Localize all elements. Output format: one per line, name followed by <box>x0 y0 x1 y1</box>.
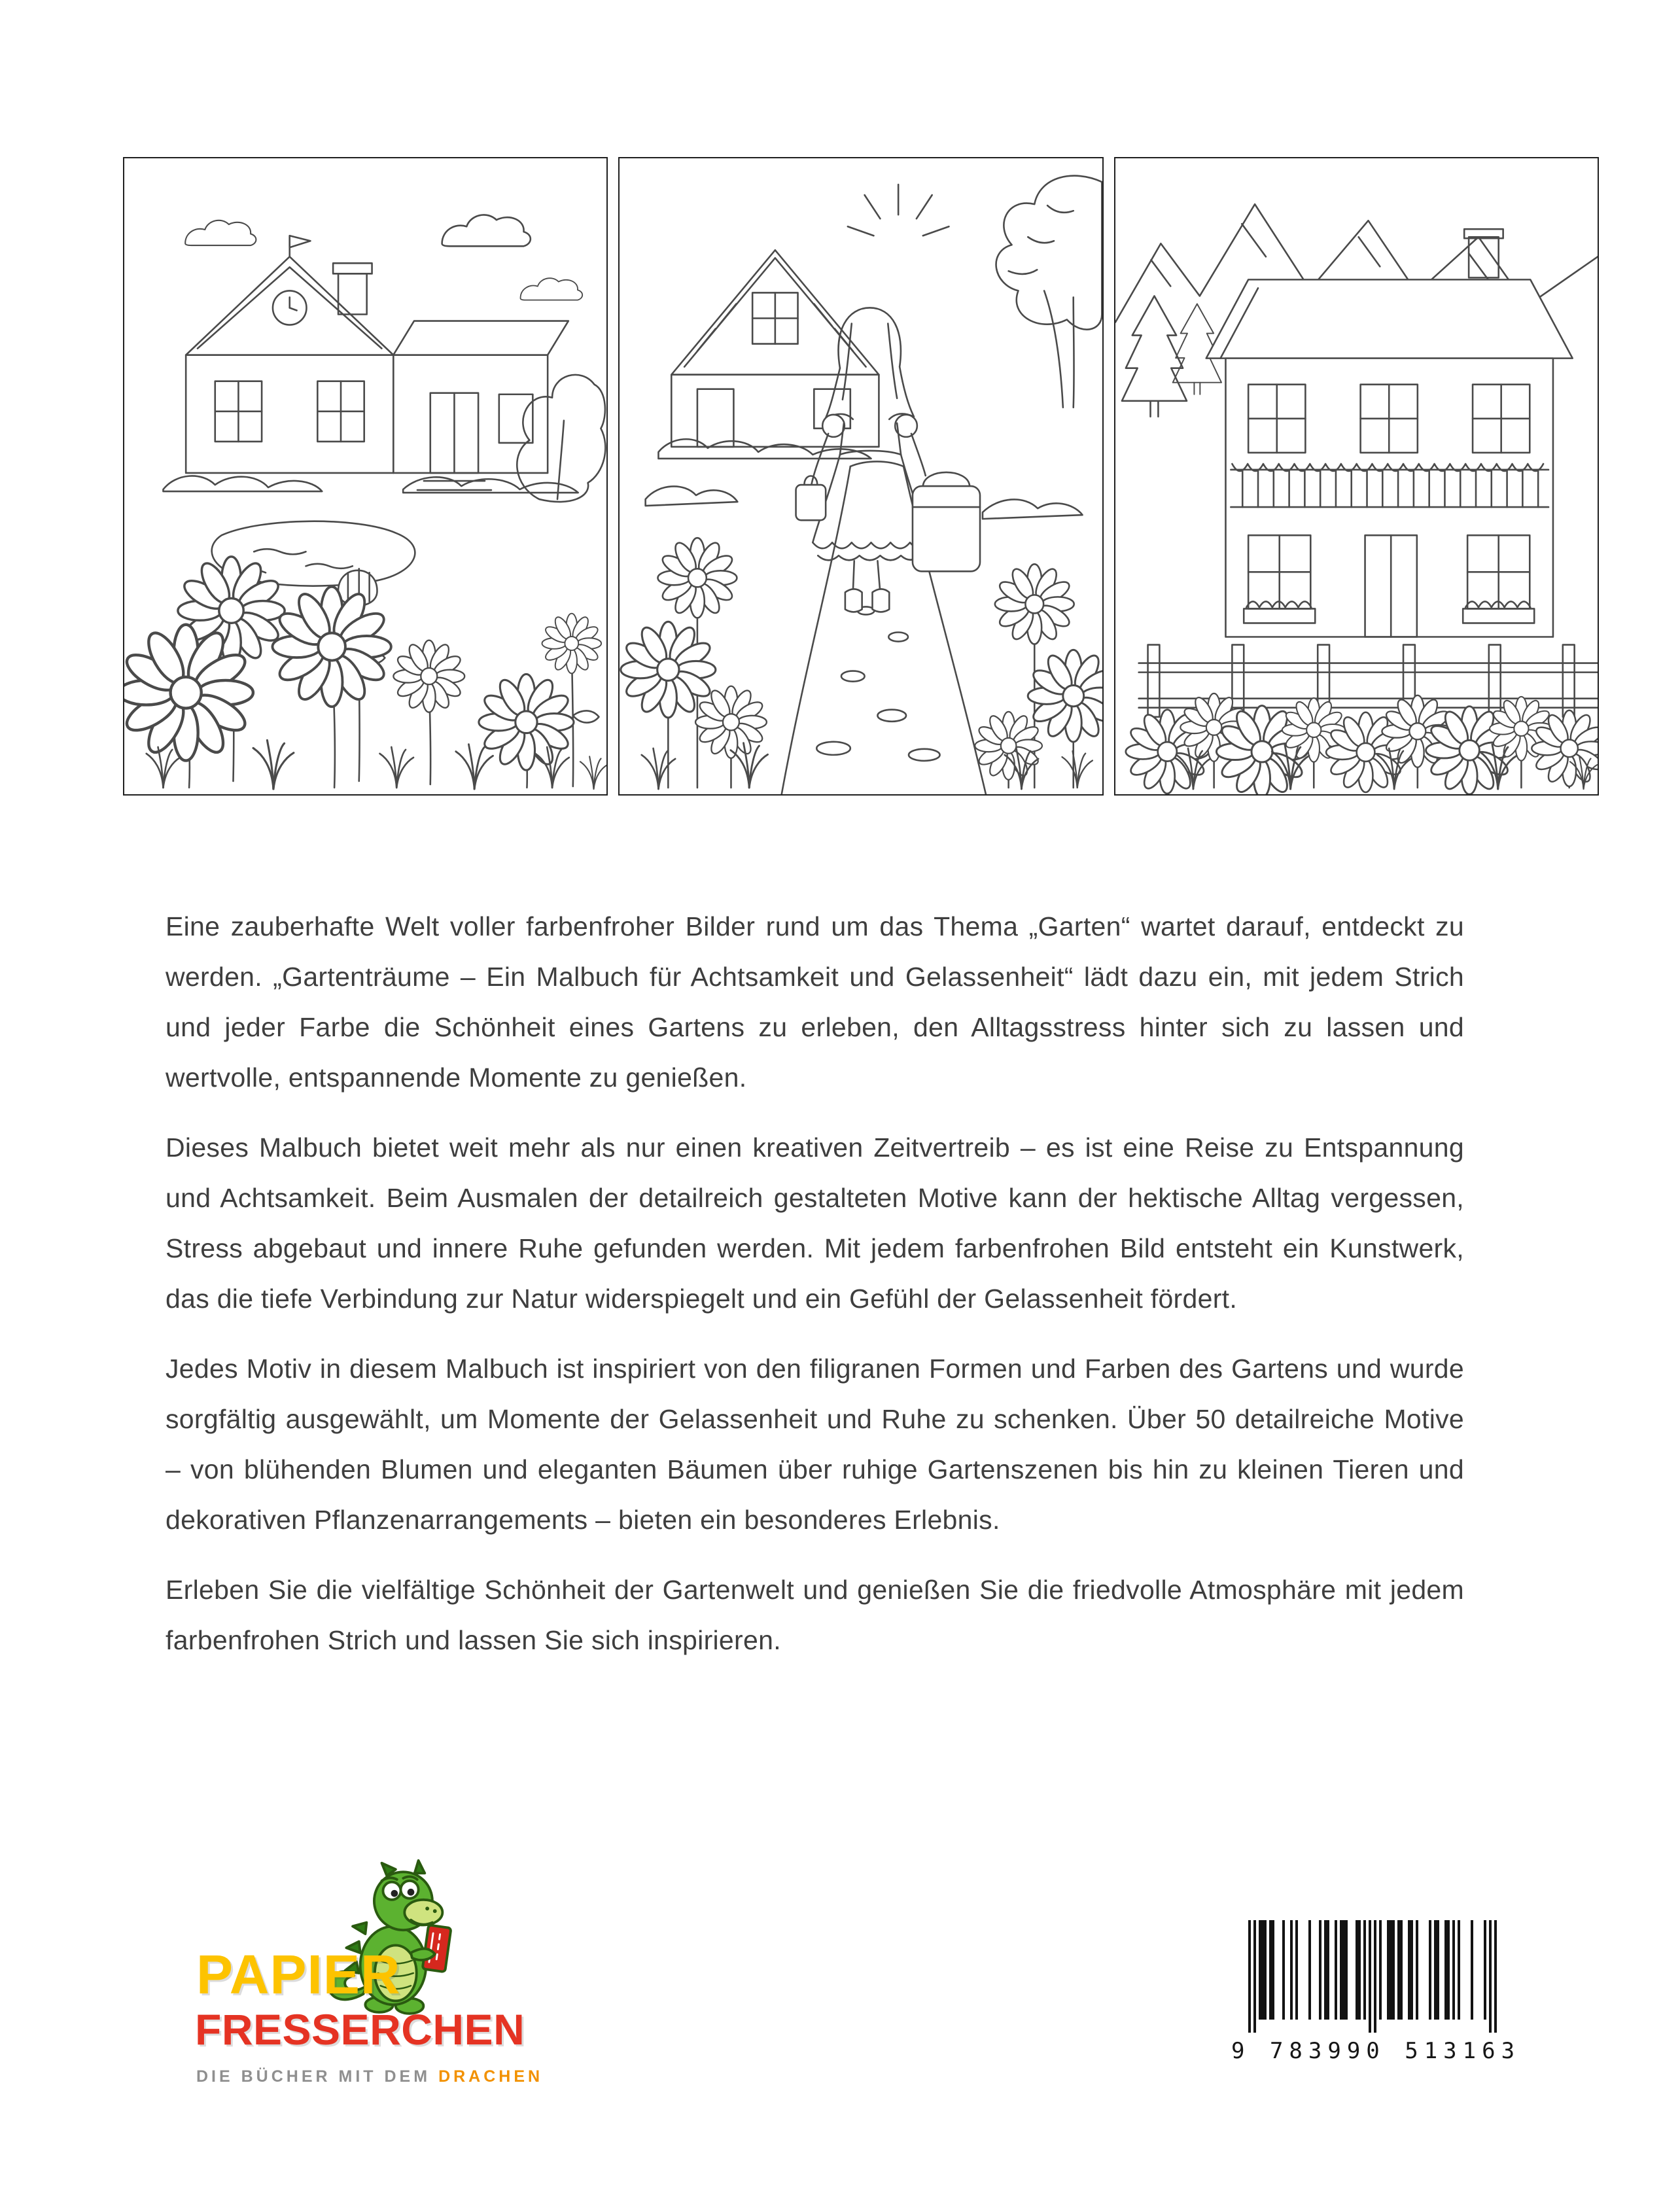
barcode-bars <box>1236 1920 1511 2035</box>
logo-tagline <box>196 2067 543 2086</box>
coloring-page-cottage-garden <box>123 157 608 796</box>
barcode-digits: 9 783990 513163 <box>1231 2038 1521 2064</box>
description-paragraph: Jedes Motiv in diesem Malbuch ist inspiriert von den filigranen Formen und Farben des Gartens und wurde sorgfältig ausgewählt, um Momente der Gelassenheit und Ruhe zu schenken. Über 50 detailreiche Motive – von blühenden Blumen und eleganten Bäumen über ruhige Gartenszenen bis hin zu kleinen Tieren und dekorativen Pflanzenarrangements – bieten ein besonderes Erlebnis. <box>166 1354 1464 1535</box>
description-paragraph: Dieses Malbuch bietet weit mehr als nur einen kreativen Zeitvertreib – es ist eine Reise zu Entspannung und Achtsamkeit. Beim Ausmalen der detailreich gestalteten Motive kann der hektische Alltag vergessen, Stress abgebaut und innere Ruhe gefunden werden. Mit jedem farbenfrohen Bild entsteht ein Kunstwerk, das die tiefe Verbindung zur Natur widerspiegelt und ein Gefühl der Gelassenheit fördert. <box>166 1132 1464 1314</box>
description-paragraph: Eine zauberhafte Welt voller farbenfroher Bilder rund um das Thema „Garten“ wartet darauf, entdeckt zu werden. „Gartenträume – Ein Malbuch für Achtsamkeit und Gelassenheit“ lädt dazu ein, mit jedem Strich und jeder Farbe die Schönheit eines Gartens zu erleben, den Alltagsstress hinter sich zu lassen und wertvolle, entspannende Momente zu genießen. <box>166 911 1464 1093</box>
logo-word-papier: PAPIER <box>196 1944 401 2005</box>
girl-on-path-illustration <box>620 158 1102 794</box>
cottage-garden-illustration <box>124 158 606 794</box>
logo-tagline-drachen: DRACHEN <box>438 2067 544 2086</box>
book-description <box>166 902 1464 1685</box>
coloring-page-girl-on-path <box>618 157 1103 796</box>
alpine-house-illustration <box>1115 158 1598 794</box>
logo-tagline-prefix: DIE BÜCHER MIT DEM <box>196 2067 431 2086</box>
illustration-row <box>123 157 1599 796</box>
logo-word-fresserchen: FRESSERCHEN <box>195 2005 525 2054</box>
publisher-logo <box>195 1851 544 2113</box>
isbn-barcode <box>1231 1920 1521 2064</box>
description-paragraph: Erleben Sie die vielfältige Schönheit der Gartenwelt und genießen Sie die friedvolle Atmosphäre mit jedem farbenfrohen Strich und lassen Sie sich inspirieren. <box>166 1575 1464 1655</box>
coloring-page-alpine-house <box>1114 157 1599 796</box>
